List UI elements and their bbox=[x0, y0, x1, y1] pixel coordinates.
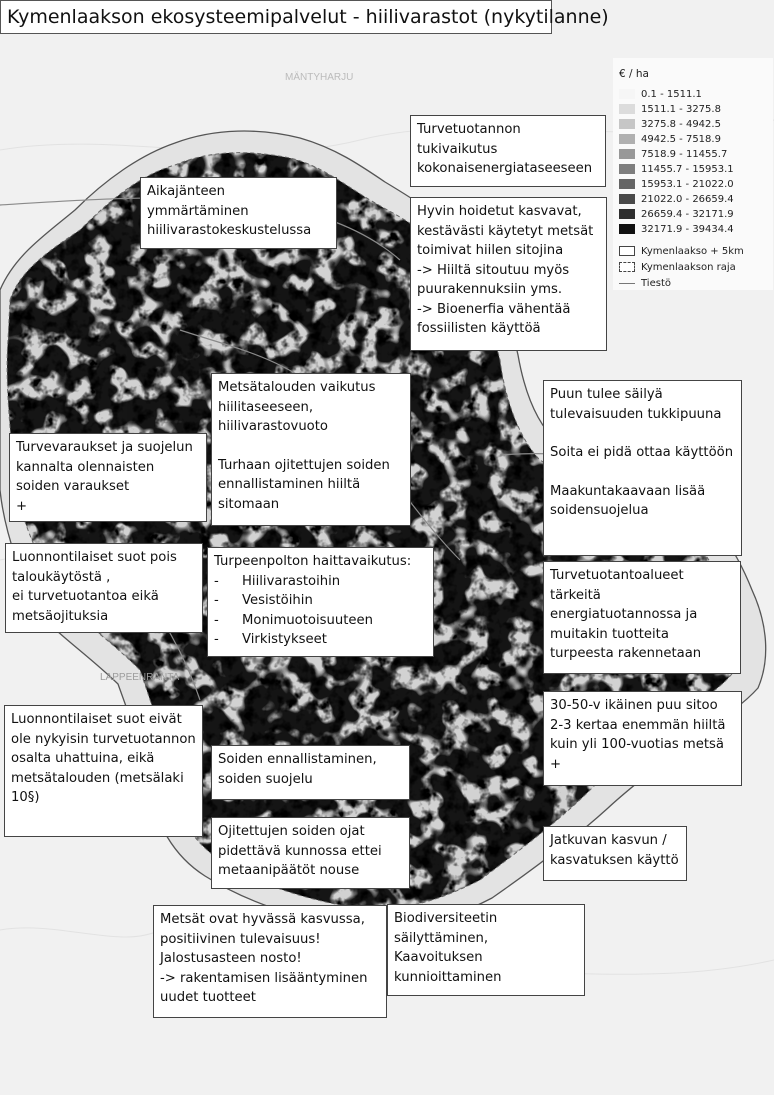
map-title: Kymenlaakson ekosysteemipalvelut - hiilivarastot (nykytilanne) bbox=[0, 0, 552, 34]
legend-road-label: Tiestö bbox=[641, 277, 671, 289]
harm-item: - Virkistykseet bbox=[214, 630, 427, 650]
legend-class-row bbox=[619, 223, 734, 235]
note-text: 30-50-v ikäinen puu sitoo 2-3 kertaa enemmän hiiltä kuin yli 100-vuotias metsä + bbox=[550, 698, 726, 772]
legend-class-row bbox=[619, 133, 721, 145]
note-peat-energy-support bbox=[410, 115, 606, 187]
legend-class-row bbox=[619, 178, 734, 190]
legend-swatch bbox=[619, 164, 635, 174]
note-text: Maakuntakaavaan lisää soidensuojelua bbox=[550, 483, 706, 518]
note-text: Metsät ovat hyvässä kasvussa, positiivinen tulevaisuus! Jalostusasteen nosto! -> rakentamisen lisääntyminen uudet tuotteet bbox=[160, 912, 368, 1005]
legend-swatch bbox=[619, 119, 635, 129]
note-text: Luonnontilaiset suot pois taloukäytöstä , ei turvetuotantoa eikä metsäojituksia bbox=[12, 550, 177, 624]
place-label-lappeenranta: LAPPEENRANTA bbox=[100, 672, 180, 683]
note-young-trees-carbon bbox=[543, 691, 742, 786]
legend-class-label: 4942.5 - 7518.9 bbox=[641, 133, 721, 145]
legend-class-row bbox=[619, 148, 727, 160]
harm-item: - Monimuotoisuuteen bbox=[214, 611, 427, 631]
note-text: Luonnontilaiset suot eivät ole nykyisin turvetuotannon osalta uhattuina, eikä metsätalouden (metsälaki 10§) bbox=[11, 712, 196, 805]
note-forest-future bbox=[153, 905, 387, 1018]
note-pristine-bogs-out bbox=[5, 543, 203, 633]
note-timber-and-bogs bbox=[543, 380, 742, 556]
legend-swatch bbox=[619, 104, 635, 114]
buffer-swatch bbox=[619, 246, 635, 256]
legend-unit: € / ha bbox=[619, 68, 649, 80]
legend-buffer-label: Kymenlaakso + 5km bbox=[641, 245, 744, 257]
note-text: Turvetuotantoalueet tärkeitä energiatuotannossa ja muitakin tuotteita turpeesta rakennetaan bbox=[550, 568, 702, 661]
legend-class-row bbox=[619, 163, 734, 175]
legend-border bbox=[619, 261, 736, 273]
place-label-mantyharju: MÄNTYHARJU bbox=[285, 72, 354, 83]
legend-class-row bbox=[619, 118, 721, 130]
legend-class-row bbox=[619, 193, 734, 205]
legend-class-label: 3275.8 - 4942.5 bbox=[641, 118, 721, 130]
note-text: Puun tulee säilyä tulevaisuuden tukkipuuna bbox=[550, 387, 722, 422]
note-managed-forests bbox=[410, 197, 607, 351]
note-bog-restoration bbox=[211, 745, 410, 800]
border-swatch bbox=[619, 262, 635, 272]
road-swatch bbox=[619, 283, 635, 284]
note-text: Turpeenpolton haittavaikutus: bbox=[214, 554, 412, 569]
note-text: Aikajänteen ymmärtäminen hiilivarastokeskustelussa bbox=[147, 184, 312, 238]
legend-road bbox=[619, 277, 671, 289]
note-forestry-effect bbox=[211, 373, 411, 526]
legend-swatch bbox=[619, 89, 635, 99]
note-text: Soiden ennallistaminen, soiden suojelu bbox=[218, 752, 377, 787]
legend-class-row bbox=[619, 103, 721, 115]
note-ditch-maintenance bbox=[211, 817, 410, 889]
legend-swatch bbox=[619, 179, 635, 189]
legend-class-label: 7518.9 - 11455.7 bbox=[641, 148, 728, 160]
legend-border-label: Kymenlaakson raja bbox=[641, 261, 736, 273]
legend-class-row bbox=[619, 88, 702, 100]
legend-class-label: 26659.4 - 32171.9 bbox=[641, 208, 734, 220]
note-text: Ojitettujen soiden ojat pidettävä kunnossa ettei metaanipäätöt nouse bbox=[218, 824, 382, 878]
note-text: Biodiversiteetin säilyttäminen, Kaavoituksen kunnioittaminen bbox=[394, 911, 502, 985]
legend-class-label: 15953.1 - 21022.0 bbox=[641, 178, 734, 190]
note-peat-burning-harm bbox=[207, 547, 434, 657]
note-text: Turvetuotannon tukivaikutus kokonaisenergiataseeseen bbox=[417, 122, 593, 176]
legend-swatch bbox=[619, 149, 635, 159]
note-continuous-growth bbox=[543, 826, 687, 881]
legend-swatch bbox=[619, 224, 635, 234]
legend-class-label: 0.1 - 1511.1 bbox=[641, 88, 702, 100]
legend bbox=[613, 58, 773, 290]
legend-class-label: 21022.0 - 26659.4 bbox=[641, 193, 734, 205]
legend-buffer bbox=[619, 245, 744, 257]
note-time-span bbox=[140, 177, 337, 249]
legend-class-row bbox=[619, 208, 734, 220]
note-text: Turvevaraukset ja suojelun kannalta olennaisten soiden varaukset + bbox=[16, 440, 193, 514]
harm-item: - Vesistöihin bbox=[214, 591, 427, 611]
note-text: Turhaan ojitettujen soiden ennallistaminen hiiltä sitomaan bbox=[218, 457, 390, 512]
note-bogs-not-threatened bbox=[4, 705, 203, 837]
legend-swatch bbox=[619, 209, 635, 219]
note-peat-production-areas bbox=[543, 561, 741, 674]
legend-swatch bbox=[619, 194, 635, 204]
legend-class-label: 11455.7 - 15953.1 bbox=[641, 163, 734, 175]
note-text: Jatkuvan kasvun / kasvatuksen käyttö bbox=[550, 833, 679, 868]
harm-item: - Hiilivarastoihin bbox=[214, 572, 427, 592]
note-text: Hyvin hoidetut kasvavat, kestävästi käytetyt metsät toimivat hiilen sitojina -> Hiiltä sitoutuu myös puurakennuksiin yms. -> Bioenerfia vähentää fossiilisten käyttöä bbox=[417, 204, 594, 336]
note-text: Soita ei pidä ottaa käyttöön bbox=[550, 445, 734, 460]
legend-swatch bbox=[619, 134, 635, 144]
harm-list bbox=[214, 572, 427, 650]
note-biodiversity bbox=[387, 904, 585, 996]
note-peat-reservations bbox=[9, 433, 207, 522]
note-text: Metsätalouden vaikutus hiilitaseeseen, hiilivarastovuoto bbox=[218, 380, 376, 434]
legend-class-label: 32171.9 - 39434.4 bbox=[641, 223, 734, 235]
legend-class-label: 1511.1 - 3275.8 bbox=[641, 103, 721, 115]
